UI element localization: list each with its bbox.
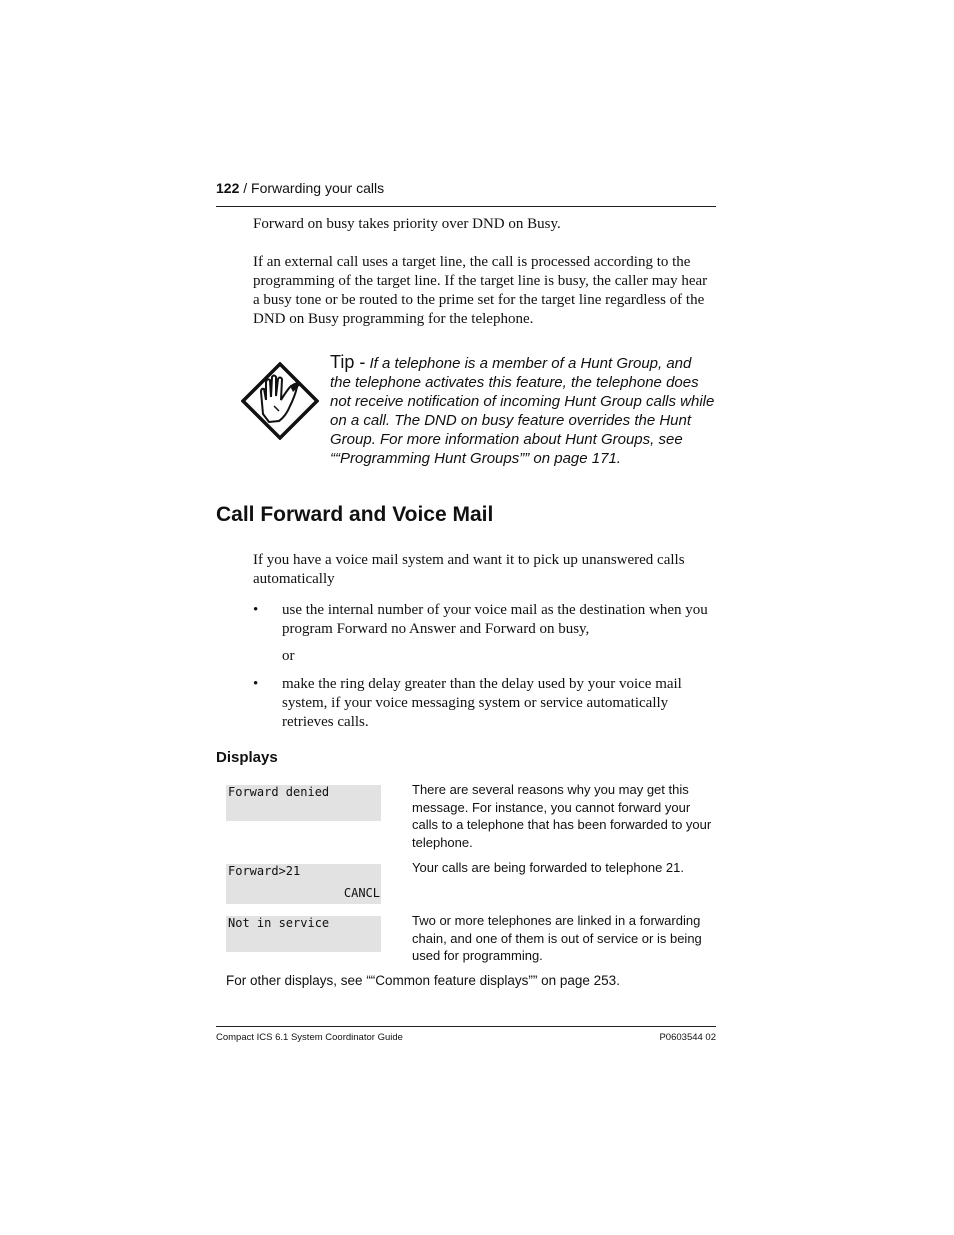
lcd-cancel-softkey: CANCL [343,886,380,900]
tip-label: Tip - [330,352,366,372]
section-heading: Call Forward and Voice Mail [216,503,494,526]
running-header [216,180,716,207]
display-description: Two or more telephones are linked in a forwarding chain, and one of them is out of service or is being used for programming. [412,913,702,963]
footer-doc-number: P0603544 02 [659,1032,716,1043]
lcd-line-1: Forward denied [228,785,330,799]
hand-tip-icon [241,362,319,440]
page-footer [216,1026,716,1043]
header-section-title: / Forwarding your calls [243,180,385,196]
display-description: Your calls are being forwarded to telephone 21. [412,860,684,875]
other-displays-note: For other displays, see ““Common feature displays”” on page 253. [226,973,620,988]
bullet-dot: • [253,602,259,618]
or-text: or [282,648,295,664]
bullet-text: use the internal number of your voice mail as the destination when you program Forward no Answer and Forward on busy, [282,602,708,637]
display-description: There are several reasons why you may get this message. For instance, you cannot forward your calls to a telephone that has been forwarded to your telephone. [412,782,712,850]
intro-paragraph-2: If an external call uses a target line, the call is processed according to the programming of the target line. If the target line is busy, the caller may hear a busy tone or be routed to the prime set for the target line regardless of the DND on Busy programming for the telephone. [253,254,708,327]
bullet-text: make the ring delay greater than the delay used by your voice mail system, if your voice messaging system or service automatically retrieves calls. [282,676,682,730]
section-intro: If you have a voice mail system and want it to pick up unanswered calls automatically [253,552,685,587]
lcd-display [226,864,381,904]
lcd-line-1: Not in service [228,916,330,930]
intro-paragraph-1: Forward on busy takes priority over DND on Busy. [253,216,561,232]
lcd-line-1: Forward>21 [228,864,301,878]
displays-heading: Displays [216,749,278,766]
footer-title: Compact ICS 6.1 System Coordinator Guide [216,1032,403,1043]
tip-text [330,353,715,468]
bullet-dot: • [253,676,259,692]
tip-body: If a telephone is a member of a Hunt Group, and the telephone activates this feature, the telephone does not receive notification of incoming Hunt Group calls while on a call. The DND on busy feature overrides the Hunt Group. For more information about Hunt Groups, see ““Programming Hunt Groups”” on page 171. [330,355,715,467]
page-number: 122 [216,180,240,196]
lcd-display [226,785,381,821]
lcd-display [226,916,381,952]
